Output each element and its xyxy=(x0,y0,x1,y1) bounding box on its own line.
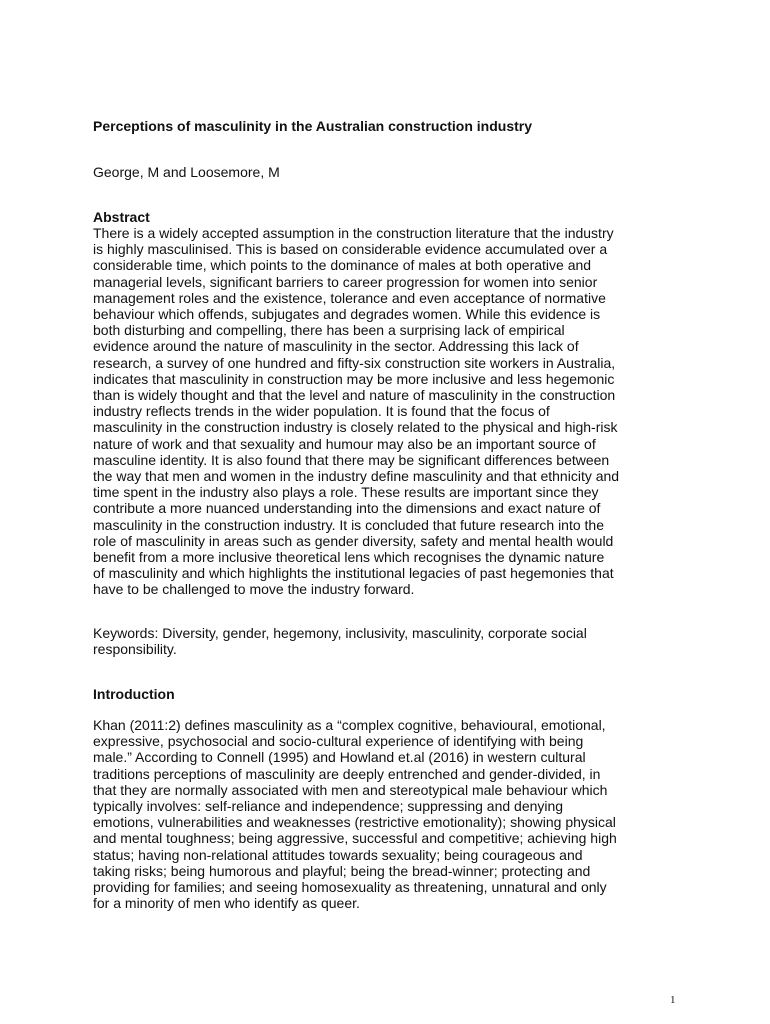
text-line: Khan (2011:2) defines masculinity as a “complex cognitive, behavioural, emotional, xyxy=(93,717,606,733)
text-line: masculinity in the construction industry is closely related to the physical and high-risk xyxy=(93,419,618,436)
text-line: role of masculinity in areas such as gender diversity, safety and mental health would xyxy=(93,532,614,549)
text-line: have to be challenged to move the industry forward. xyxy=(93,581,415,598)
text-line: indicates that masculinity in construction may be more inclusive and less hegemonic xyxy=(93,370,615,387)
text-line: research, a survey of one hundred and fifty-six construction site workers in Australia, xyxy=(93,354,616,371)
text-line: taking risks; being humorous and playful; being the bread-winner; protecting and xyxy=(93,862,591,879)
text-line: masculine identity. It is also found that there may be significant differences between xyxy=(93,451,610,468)
text-line: status; having non-relational attitudes towards sexuality; being courageous and xyxy=(93,846,583,863)
abstract-heading: Abstract xyxy=(93,209,150,225)
text-line: traditions perceptions of masculinity are deeply entrenched and gender-divided, in xyxy=(93,765,601,782)
abstract-body xyxy=(93,225,619,598)
paper-authors: George, M and Loosemore, M xyxy=(93,164,280,180)
text-line: the way that men and women in the industry define masculinity and that ethnicity and xyxy=(93,468,620,485)
text-line: Keywords: Diversity, gender, hegemony, inclusivity, masculinity, corporate social xyxy=(93,625,587,641)
text-line: masculinity in the construction industry. It is concluded that future research into the xyxy=(93,516,604,533)
text-line: expressive, psychosocial and socio-cultural experience of identifying with being xyxy=(93,733,584,750)
text-line: is highly masculinised. This is based on considerable evidence accumulated over a xyxy=(93,241,608,258)
text-line: There is a widely accepted assumption in the construction literature that the industry xyxy=(93,225,614,241)
text-line: emotions, vulnerabilities and weaknesses (restrictive emotionality); showing physical xyxy=(93,814,616,831)
text-line: of masculinity and which highlights the institutional legacies of past hegemonies that xyxy=(93,565,614,582)
text-line: behaviour which offends, subjugates and degrades women. While this evidence is xyxy=(93,306,601,323)
text-line: considerable time, which points to the dominance of males at both operative and xyxy=(93,257,592,274)
text-line: evidence around the nature of masculinity in the sector. Addressing this lack of xyxy=(93,338,579,355)
text-line: time spent in the industry also plays a role. These results are important since they xyxy=(93,484,599,501)
text-line: nature of work and that sexuality and humour may also be an important source of xyxy=(93,435,596,452)
text-line: typically involves: self-reliance and independence; suppressing and denying xyxy=(93,798,564,815)
text-line: than is widely thought and that the level and nature of masculinity in the construction xyxy=(93,387,616,404)
text-line: benefit from a more inclusive theoretical lens which recognises the dynamic nature xyxy=(93,549,605,566)
text-line: providing for families; and seeing homosexuality as threatening, unnatural and only xyxy=(93,879,607,896)
introduction-body xyxy=(93,717,617,911)
introduction-heading: Introduction xyxy=(93,686,175,702)
text-line: management roles and the existence, tolerance and even acceptance of normative xyxy=(93,289,606,306)
text-line: for a minority of men who identify as queer. xyxy=(93,895,360,912)
text-line: both disturbing and compelling, there has been a surprising lack of empirical xyxy=(93,322,565,339)
text-line: contribute a more nuanced understanding into the dimensions and exact nature of xyxy=(93,500,601,517)
text-line: and mental toughness; being aggressive, successful and competitive; achieving high xyxy=(93,830,617,847)
text-line: responsibility. xyxy=(93,641,177,658)
paper-title: Perceptions of masculinity in the Australian construction industry xyxy=(93,118,532,134)
keywords xyxy=(93,625,587,657)
text-line: that they are normally associated with men and stereotypical male behaviour which xyxy=(93,781,608,798)
text-line: managerial levels, significant barriers to career progression for women into senior xyxy=(93,273,598,290)
text-line: male.” According to Connell (1995) and Howland et.al (2016) in western cultural xyxy=(93,749,586,766)
page-number: 1 xyxy=(670,994,676,1006)
text-line: industry reflects trends in the wider population. It is found that the focus of xyxy=(93,403,550,420)
